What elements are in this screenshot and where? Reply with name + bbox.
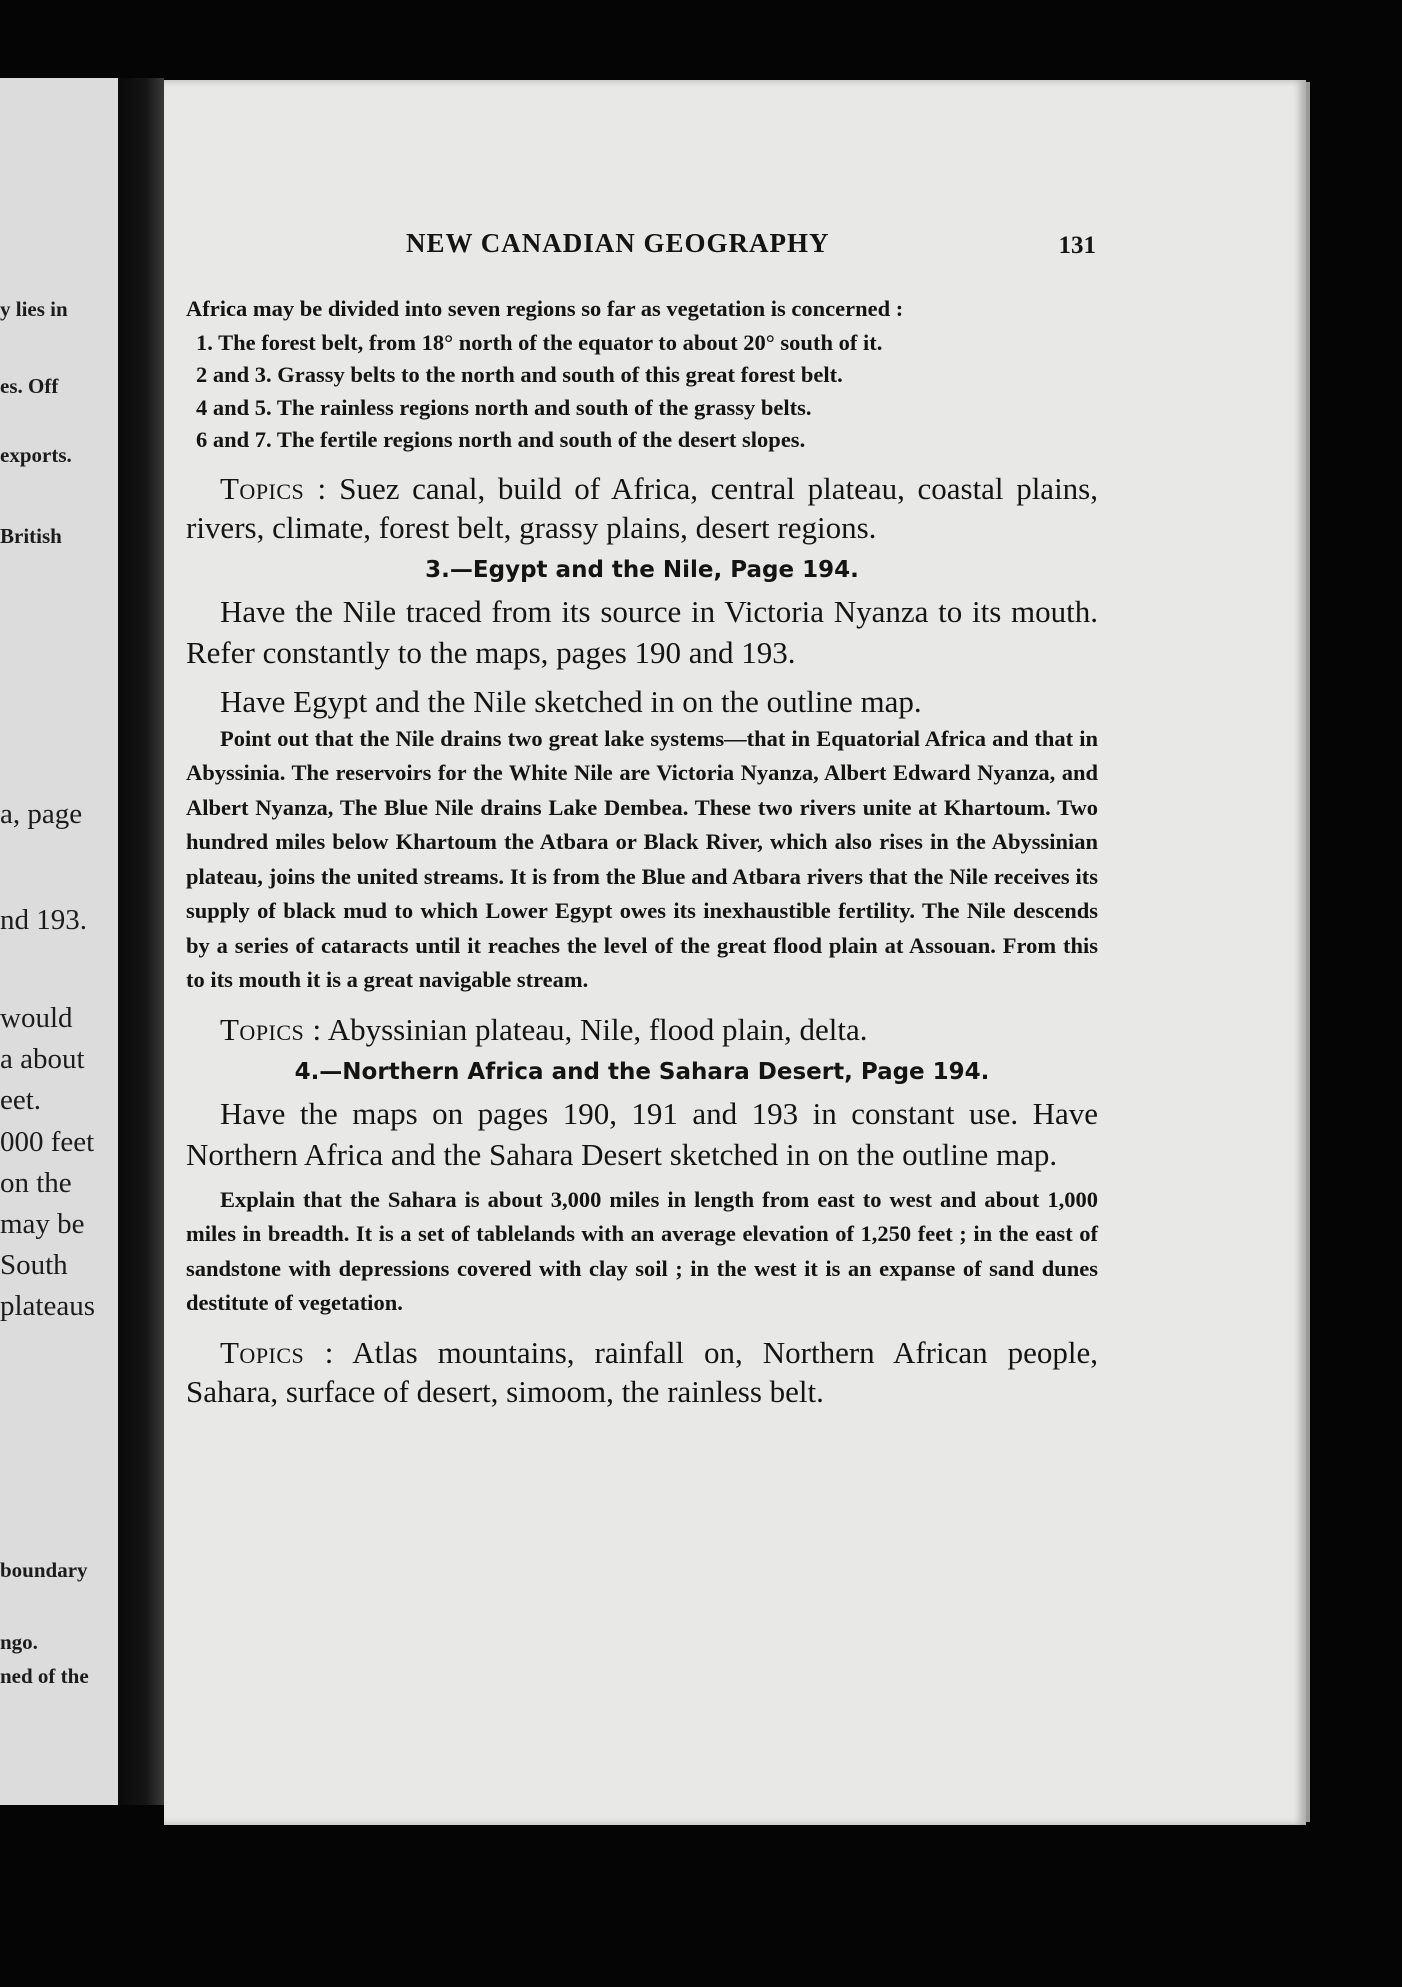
left-fragment-2: es. Off — [0, 374, 59, 398]
topics-text: Abyssinian plateau, Nile, flood plain, delta. — [327, 1011, 868, 1047]
book-spine — [118, 78, 164, 1805]
topics-paragraph-2 — [186, 1010, 1098, 1049]
region-item: 4 and 5. The rainless regions north and south of the grassy belts. — [196, 394, 812, 420]
left-fragment-10: 000 feet — [0, 1126, 95, 1158]
region-item: 6 and 7. The fertile regions north and south of the desert slopes. — [196, 427, 806, 452]
region-item: 1. The forest belt, from 18° north of the equator to about 20° south of it. — [196, 329, 883, 355]
left-fragment-7: would — [0, 1002, 73, 1034]
regions-list — [186, 327, 1098, 457]
page-edge — [1306, 82, 1310, 1822]
left-fragment-13: South — [0, 1249, 68, 1281]
left-fragment-17: ned of the — [0, 1664, 89, 1688]
left-fragment-1: y lies in — [0, 297, 68, 321]
left-fragment-6: nd 193. — [0, 904, 87, 936]
section-3-note: Point out that the Nile drains two great lake systems—that in Equatorial Africa and that in Abyssinia. The reservoirs for the White Nile are Victoria Nyanza, Albert Edward Nyanza, and Albert Nyanza, The Blue Nile drains Lake Dembea. These two rivers unite at Khartoum. Two hundred miles below Khartoum the Atbara or Black River, which also rises in the Abyssinian plateau, joins the united streams. It is from the Blue and Atbara rivers that the Nile receives its supply of black mud to which Lower Egypt owes its inexhaustible fertility. The Nile descends by a series of cataracts until it reaches the level of the great flood plain at Assouan. From this to its mouth it is a great navigable stream. — [186, 725, 1098, 992]
topics-text: Atlas mountains, rainfall on, Northern African people, Sahara, surface of desert, simoom, the rainless belt. — [186, 1334, 1098, 1409]
left-fragment-15: boundary — [0, 1558, 88, 1582]
left-fragment-11: on the — [0, 1167, 72, 1199]
section-3-paragraph-2: Have Egypt and the Nile sketched in on the outline map. — [220, 683, 922, 719]
region-item: 2 and 3. Grassy belts to the north and south of this great forest belt. — [196, 362, 843, 387]
section-4-paragraph-1: Have the maps on pages 190, 191 and 193 in constant use. Have Northern Africa and the Sahara Desert sketched in on the outline map. — [186, 1095, 1098, 1172]
page-body — [186, 292, 1098, 1411]
section-3-paragraph-1: Have the Nile traced from its source in Victoria Nyanza to its mouth. Refer constantly to the maps, pages 190 and 193. — [186, 593, 1098, 670]
topics-label: Topics : — [220, 1011, 322, 1047]
intro-paragraph: Africa may be divided into seven regions so far as vegetation is concerned : — [186, 296, 904, 321]
left-fragment-4: British — [0, 524, 62, 548]
left-fragment-12: may be — [0, 1208, 85, 1240]
section-4-note: Explain that the Sahara is about 3,000 miles in length from east to west and about 1,000 miles in breadth. It is a set of tablelands with an average elevation of 1,250 feet ; in the east of sandstone with depressions covered with clay soil ; in the west it is an expanse of sand dunes destitute of vegetation. — [186, 1186, 1098, 1315]
page-header — [246, 228, 1096, 264]
topics-paragraph-3 — [186, 1333, 1098, 1411]
left-fragment-16: ngo. — [0, 1630, 38, 1654]
left-fragment-5: a, page — [0, 798, 83, 830]
previous-page-fragment — [0, 78, 118, 1805]
topics-label: Topics : — [220, 1334, 334, 1370]
left-fragment-8: a about — [0, 1043, 85, 1075]
topics-paragraph-1 — [186, 469, 1098, 547]
left-fragment-9: eet. — [0, 1084, 42, 1116]
left-fragment-14: plateaus — [0, 1290, 96, 1322]
section-heading-3: 3.—Egypt and the Nile, Page 194. — [425, 556, 859, 583]
topics-label: Topics : — [220, 470, 327, 506]
topics-text: Suez canal, build of Africa, central plateau, coastal plains, rivers, climate, forest belt, grassy plains, desert regions. — [186, 470, 1098, 545]
running-title: NEW CANADIAN GEOGRAPHY — [406, 228, 830, 258]
section-heading-4: 4.—Northern Africa and the Sahara Desert, Page 194. — [294, 1058, 990, 1085]
page-number: 131 — [1058, 232, 1096, 259]
left-fragment-3: exports. — [0, 443, 72, 467]
